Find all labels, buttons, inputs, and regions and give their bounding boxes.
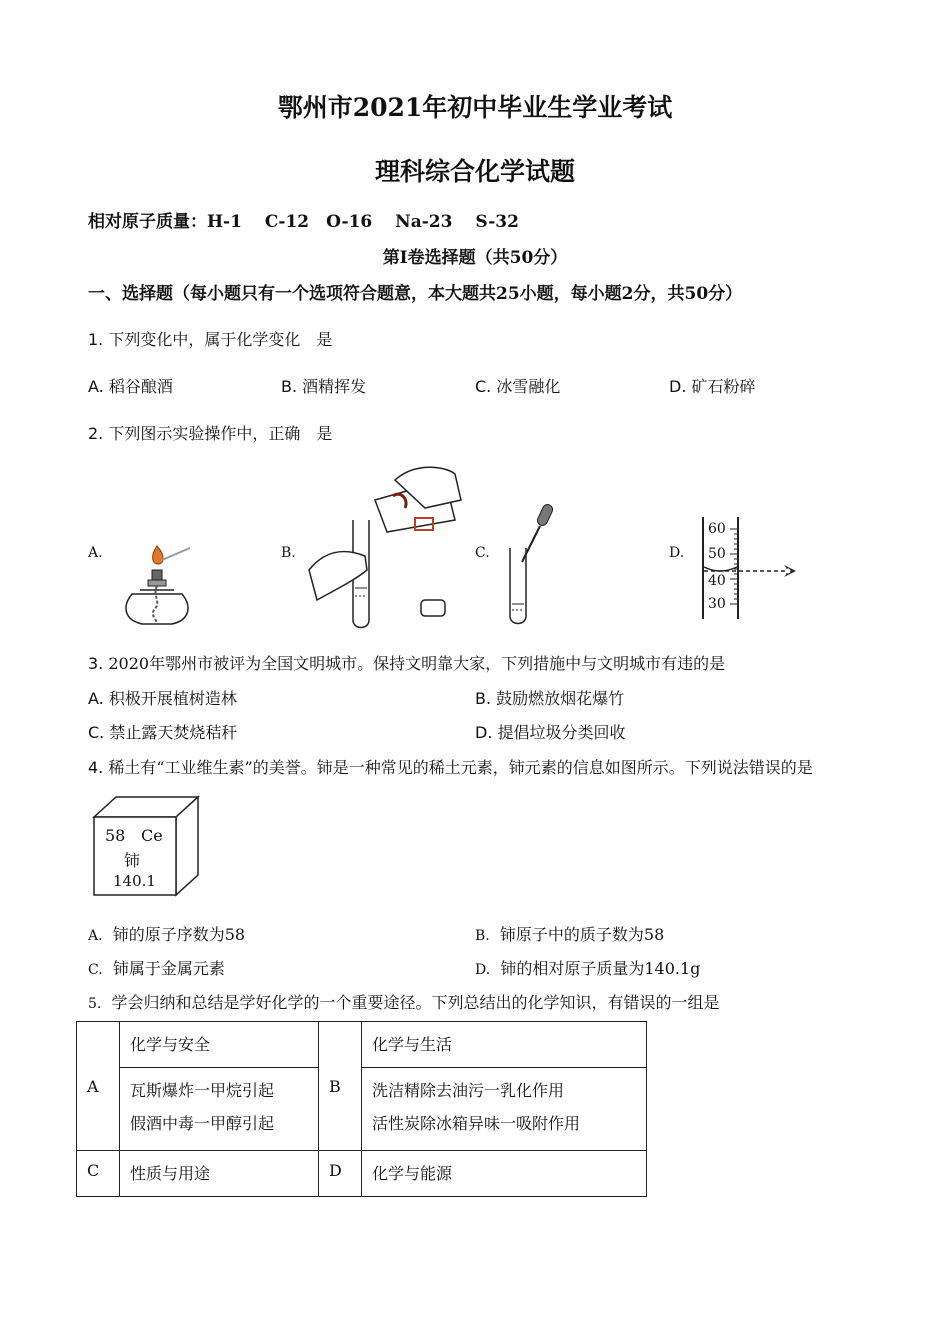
- q2-option-b-label: B.: [281, 545, 296, 561]
- table-heading-a: 化学与安全: [120, 1022, 319, 1068]
- q1-option-b: B. 酒精挥发: [281, 377, 367, 396]
- q2-option-a-label: A.: [88, 545, 103, 561]
- question-stem: 稀土有“工业维生素”的美誉。铈是一种常见的稀土元素，铈元素的信息如图所示。下列说法错误的是: [108, 758, 813, 777]
- part-heading: 第Ⅰ卷选择题（共50分）: [382, 248, 568, 268]
- exam-subtitle: 理科综合化学试题: [374, 157, 575, 186]
- question-stem: 下列变化中，属于化学变化 是: [108, 330, 333, 349]
- q1-option-d: D. 矿石粉碎: [669, 377, 756, 396]
- element-name: 铈: [124, 851, 141, 870]
- element-symbol: Ce: [141, 826, 163, 845]
- q2-option-d-label: D.: [669, 545, 685, 561]
- table-heading-c: 性质与用途: [120, 1151, 319, 1197]
- table-row-d-letter: D: [319, 1151, 362, 1197]
- question-5: [88, 990, 720, 1013]
- table-heading-d: 化学与能源: [362, 1151, 647, 1197]
- q3-option-a: A. 积极开展植树造林: [88, 689, 237, 708]
- atomic-mass: 140.1: [113, 872, 156, 890]
- summary-table: [76, 1021, 647, 1197]
- pouring-liquid-illustration: [305, 460, 465, 630]
- element-card: [92, 795, 202, 897]
- q4-option-a: A. 铈的原子序数为58: [88, 925, 246, 944]
- table-row-b-letter: B: [319, 1022, 362, 1151]
- q4-option-c: C. 铈属于金属元素: [88, 959, 225, 978]
- table-heading-b: 化学与生活: [362, 1022, 647, 1068]
- alcohol-lamp-illustration: [110, 540, 200, 630]
- q4-option-b: B. 铈原子中的质子数为58: [475, 925, 665, 944]
- question-number: 4.: [88, 758, 104, 777]
- q3-option-c: C. 禁止露天焚烧秸秆: [88, 723, 238, 742]
- dropper-illustration: [500, 500, 570, 630]
- q1-option-a: A. 稻谷酿酒: [88, 377, 173, 396]
- flame-icon: [153, 546, 164, 564]
- question-2: [88, 421, 332, 444]
- q4-option-d: D. 铈的相对原子质量为140.1g: [475, 959, 701, 978]
- q3-option-d: D. 提倡垃圾分类回收: [475, 723, 626, 742]
- cylinder-tick-50: 50: [708, 546, 726, 562]
- table-cell-a-content: 瓦斯爆炸一甲烷引起 假酒中毒一甲醇引起: [120, 1068, 319, 1151]
- table-row-a-letter: A: [77, 1022, 120, 1151]
- table-row-c-letter: C: [77, 1151, 120, 1197]
- question-stem: 2020年鄂州市被评为全国文明城市。保持文明靠大家，下列措施中与文明城市有违的是: [108, 654, 726, 673]
- cylinder-tick-60: 60: [708, 521, 726, 537]
- graduated-cylinder-illustration: [700, 515, 810, 625]
- cylinder-tick-40: 40: [708, 573, 726, 589]
- atomic-number: 58: [105, 826, 126, 845]
- exam-title: 鄂州市2021年初中毕业生学业考试: [277, 93, 673, 122]
- q2-option-c-label: C.: [475, 545, 490, 561]
- q3-option-b: B. 鼓励燃放烟花爆竹: [475, 689, 625, 708]
- question-1: [88, 327, 332, 350]
- section-heading: 一、选择题（每小题只有一个选项符合题意，本大题共25小题，每小题2分，共50分）: [88, 284, 743, 304]
- question-stem: 学会归纳和总结是学好化学的一个重要途径。下列总结出的化学知识，有错误的一组是: [111, 993, 720, 1012]
- question-number: 1.: [88, 330, 104, 349]
- atomic-masses: 相对原子质量：H-1 C-12 O-16 Na-23 S-32: [88, 212, 519, 232]
- q1-option-c: C. 冰雪融化: [475, 377, 561, 396]
- table-cell-b-content: 洗洁精除去油污一乳化作用 活性炭除冰箱异味一吸附作用: [362, 1068, 647, 1151]
- question-4: [88, 755, 813, 778]
- question-number: 3.: [88, 654, 104, 673]
- cylinder-tick-30: 30: [708, 596, 726, 612]
- question-stem: 下列图示实验操作中，正确 是: [108, 424, 333, 443]
- question-number: 2.: [88, 424, 104, 443]
- question-3: [88, 651, 725, 674]
- question-number: 5.: [88, 996, 102, 1012]
